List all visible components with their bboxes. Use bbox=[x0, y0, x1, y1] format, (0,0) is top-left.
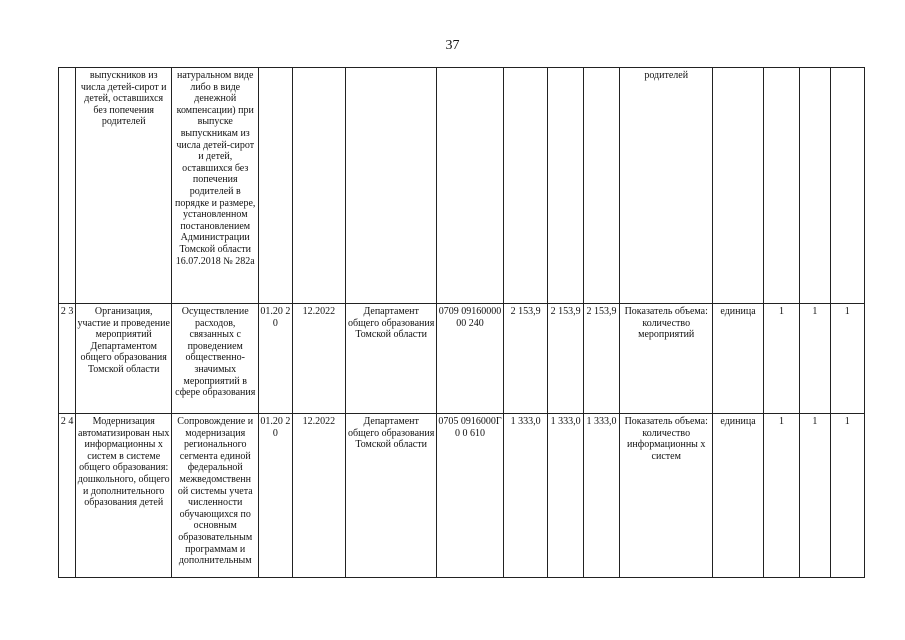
program-table bbox=[58, 67, 865, 578]
value-1: 1 bbox=[763, 304, 799, 414]
row-number: 2 3 bbox=[59, 304, 76, 414]
executor: Департамент общего образования Томской области bbox=[346, 304, 437, 414]
row-number: 2 4 bbox=[59, 414, 76, 578]
table-row bbox=[59, 304, 865, 414]
budget-code: 0709 0916000000 240 bbox=[437, 304, 504, 414]
value-2 bbox=[800, 68, 830, 304]
end-date: 12.2022 bbox=[292, 304, 346, 414]
event-name: выпускников из числа детей-сирот и детей, оставшихся без попечения родителей bbox=[76, 68, 172, 304]
total-sum bbox=[503, 68, 547, 304]
sum-year-2: 1 333,0 bbox=[548, 414, 583, 578]
sum-year-2 bbox=[548, 68, 583, 304]
indicator: родителей bbox=[620, 68, 713, 304]
start-date: 01.20 20 bbox=[259, 414, 292, 578]
indicator: Показатель объема: количество мероприятий bbox=[620, 304, 713, 414]
action-description: Осуществление расходов, связанных с проведением общественно-значимых мероприятий в сфере образования bbox=[172, 304, 259, 414]
sum-year-3: 2 153,9 bbox=[583, 304, 619, 414]
value-2: 1 bbox=[800, 414, 830, 578]
action-description: натуральном виде либо в виде денежной компенсации) при выпуске выпускникам из числа детей-сирот и детей, оставшихся без попечения родителей в порядке и размере, установленном постановлением Администрации Томской области 16.07.2018 № 282а bbox=[172, 68, 259, 304]
executor: Департамент общего образования Томской области bbox=[346, 414, 437, 578]
value-1: 1 bbox=[763, 414, 799, 578]
value-3: 1 bbox=[830, 304, 864, 414]
executor bbox=[346, 68, 437, 304]
event-name: Организация, участие и проведение мероприятий Департаментом общего образования Томской области bbox=[76, 304, 172, 414]
indicator: Показатель объема: количество информационны х систем bbox=[620, 414, 713, 578]
sum-year-3: 1 333,0 bbox=[583, 414, 619, 578]
total-sum: 2 153,9 bbox=[503, 304, 547, 414]
sum-year-2: 2 153,9 bbox=[548, 304, 583, 414]
start-date: 01.20 20 bbox=[259, 304, 292, 414]
end-date bbox=[292, 68, 346, 304]
table-row bbox=[59, 68, 865, 304]
unit bbox=[713, 68, 764, 304]
total-sum: 1 333,0 bbox=[503, 414, 547, 578]
unit: единица bbox=[713, 304, 764, 414]
row-number bbox=[59, 68, 76, 304]
value-2: 1 bbox=[800, 304, 830, 414]
sum-year-3 bbox=[583, 68, 619, 304]
budget-code bbox=[437, 68, 504, 304]
start-date bbox=[259, 68, 292, 304]
value-3 bbox=[830, 68, 864, 304]
event-name: Модернизация автоматизирован ных информационны х систем в системе общего образования: дошкольного, общего и дополнительного образования детей bbox=[76, 414, 172, 578]
unit: единица bbox=[713, 414, 764, 578]
value-3: 1 bbox=[830, 414, 864, 578]
table-row bbox=[59, 414, 865, 578]
budget-code: 0705 0916000Г0 0 610 bbox=[437, 414, 504, 578]
value-1 bbox=[763, 68, 799, 304]
action-description: Сопровождение и модернизация регионального сегмента единой федеральной межведомственн ой системы учета численности обучающихся по основным образовательным программам и дополнительным bbox=[172, 414, 259, 578]
end-date: 12.2022 bbox=[292, 414, 346, 578]
page-number: 37 bbox=[445, 38, 460, 53]
